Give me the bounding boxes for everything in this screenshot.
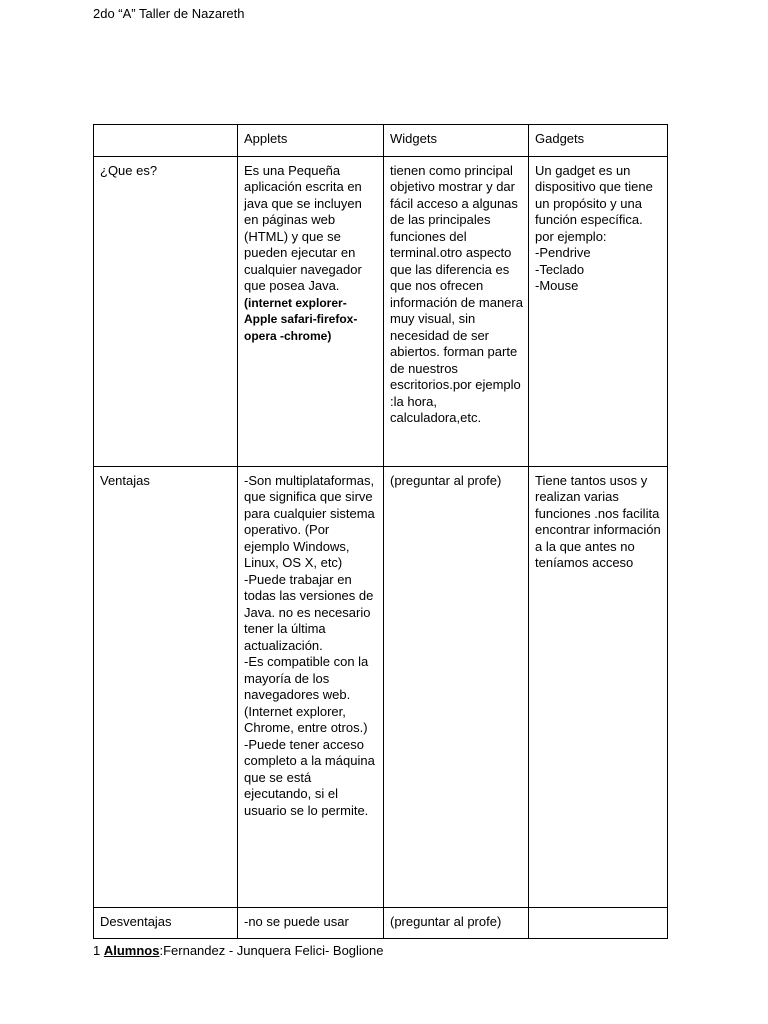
cell-line: -Mouse	[535, 278, 579, 293]
header-cell-gadgets: Gadgets	[529, 125, 668, 157]
table-row-ventajas	[94, 466, 668, 907]
cell-applets	[238, 156, 384, 466]
cell-gadgets	[529, 907, 668, 939]
cell-applets	[238, 466, 384, 907]
footer-names: :Fernandez - Junquera Felici- Boglione	[159, 943, 384, 958]
footer-note	[93, 943, 384, 958]
cell-gadgets	[529, 156, 668, 466]
cell-line: -Teclado	[535, 261, 585, 277]
cell-line: por ejemplo:	[535, 228, 607, 244]
comparison-table	[93, 124, 668, 939]
cell-widgets: (preguntar al profe)	[384, 907, 529, 939]
cell-line: -Puede tener acceso completo a la máquina que se está ejecutando, si el usuario se lo permite.	[244, 736, 375, 818]
footer-label: Alumnos	[103, 943, 160, 958]
cell-line: -Son multiplataformas, que significa que sirve para cualquier sistema operativo. (Por ejemplo Windows, Linux, OS X, etc)	[244, 472, 375, 570]
cell-applets: -no se puede usar	[238, 907, 384, 939]
table-row-que-es	[94, 156, 668, 466]
cell-line: -Es compatible con la mayoría de los navegadores web. (Internet explorer, Chrome, entre otros.)	[244, 654, 369, 735]
row-label: Ventajas	[94, 466, 238, 907]
footnote-number: 1	[93, 943, 101, 958]
cell-line: -Pendrive	[535, 245, 591, 260]
cell-widgets: (preguntar al profe)	[384, 466, 529, 907]
cell-gadgets: Tiene tantos usos y realizan varias funciones .nos facilita encontrar información a la que antes no teníamos acceso	[529, 466, 668, 907]
cell-text: Es una Pequeña aplicación escrita en java que se incluyen en páginas web (HTML) y que se pueden ejecutar en cualquier navegador que posea Java.	[244, 162, 362, 293]
header-cell-empty	[94, 125, 238, 157]
cell-widgets: tienen como principal objetivo mostrar y dar fácil acceso a algunas de las principales funciones del terminal.otro aspecto que las diferencia es que nos ofrecen información de manera muy visual, sin necesidad de ser abiertos. forman parte de nuestros escritorios.por ejemplo :la hora, calculadora,etc.	[384, 156, 529, 466]
cell-line: -Puede trabajar en todas las versiones de Java. no es necesario tener la última actualización.	[244, 571, 374, 653]
cell-line: Un gadget es un dispositivo que tiene un propósito y una función específica.	[535, 162, 653, 227]
document-header: 2do “A” Taller de Nazareth	[93, 6, 245, 21]
row-label: Desventajas	[94, 907, 238, 939]
header-cell-widgets: Widgets	[384, 125, 529, 157]
table-header-row	[94, 125, 668, 157]
table-row-desventajas	[94, 907, 668, 939]
cell-bold-text: (internet explorer-Apple safari-firefox-opera -chrome)	[244, 295, 358, 343]
header-cell-applets: Applets	[238, 125, 384, 157]
row-label: ¿Que es?	[94, 156, 238, 466]
